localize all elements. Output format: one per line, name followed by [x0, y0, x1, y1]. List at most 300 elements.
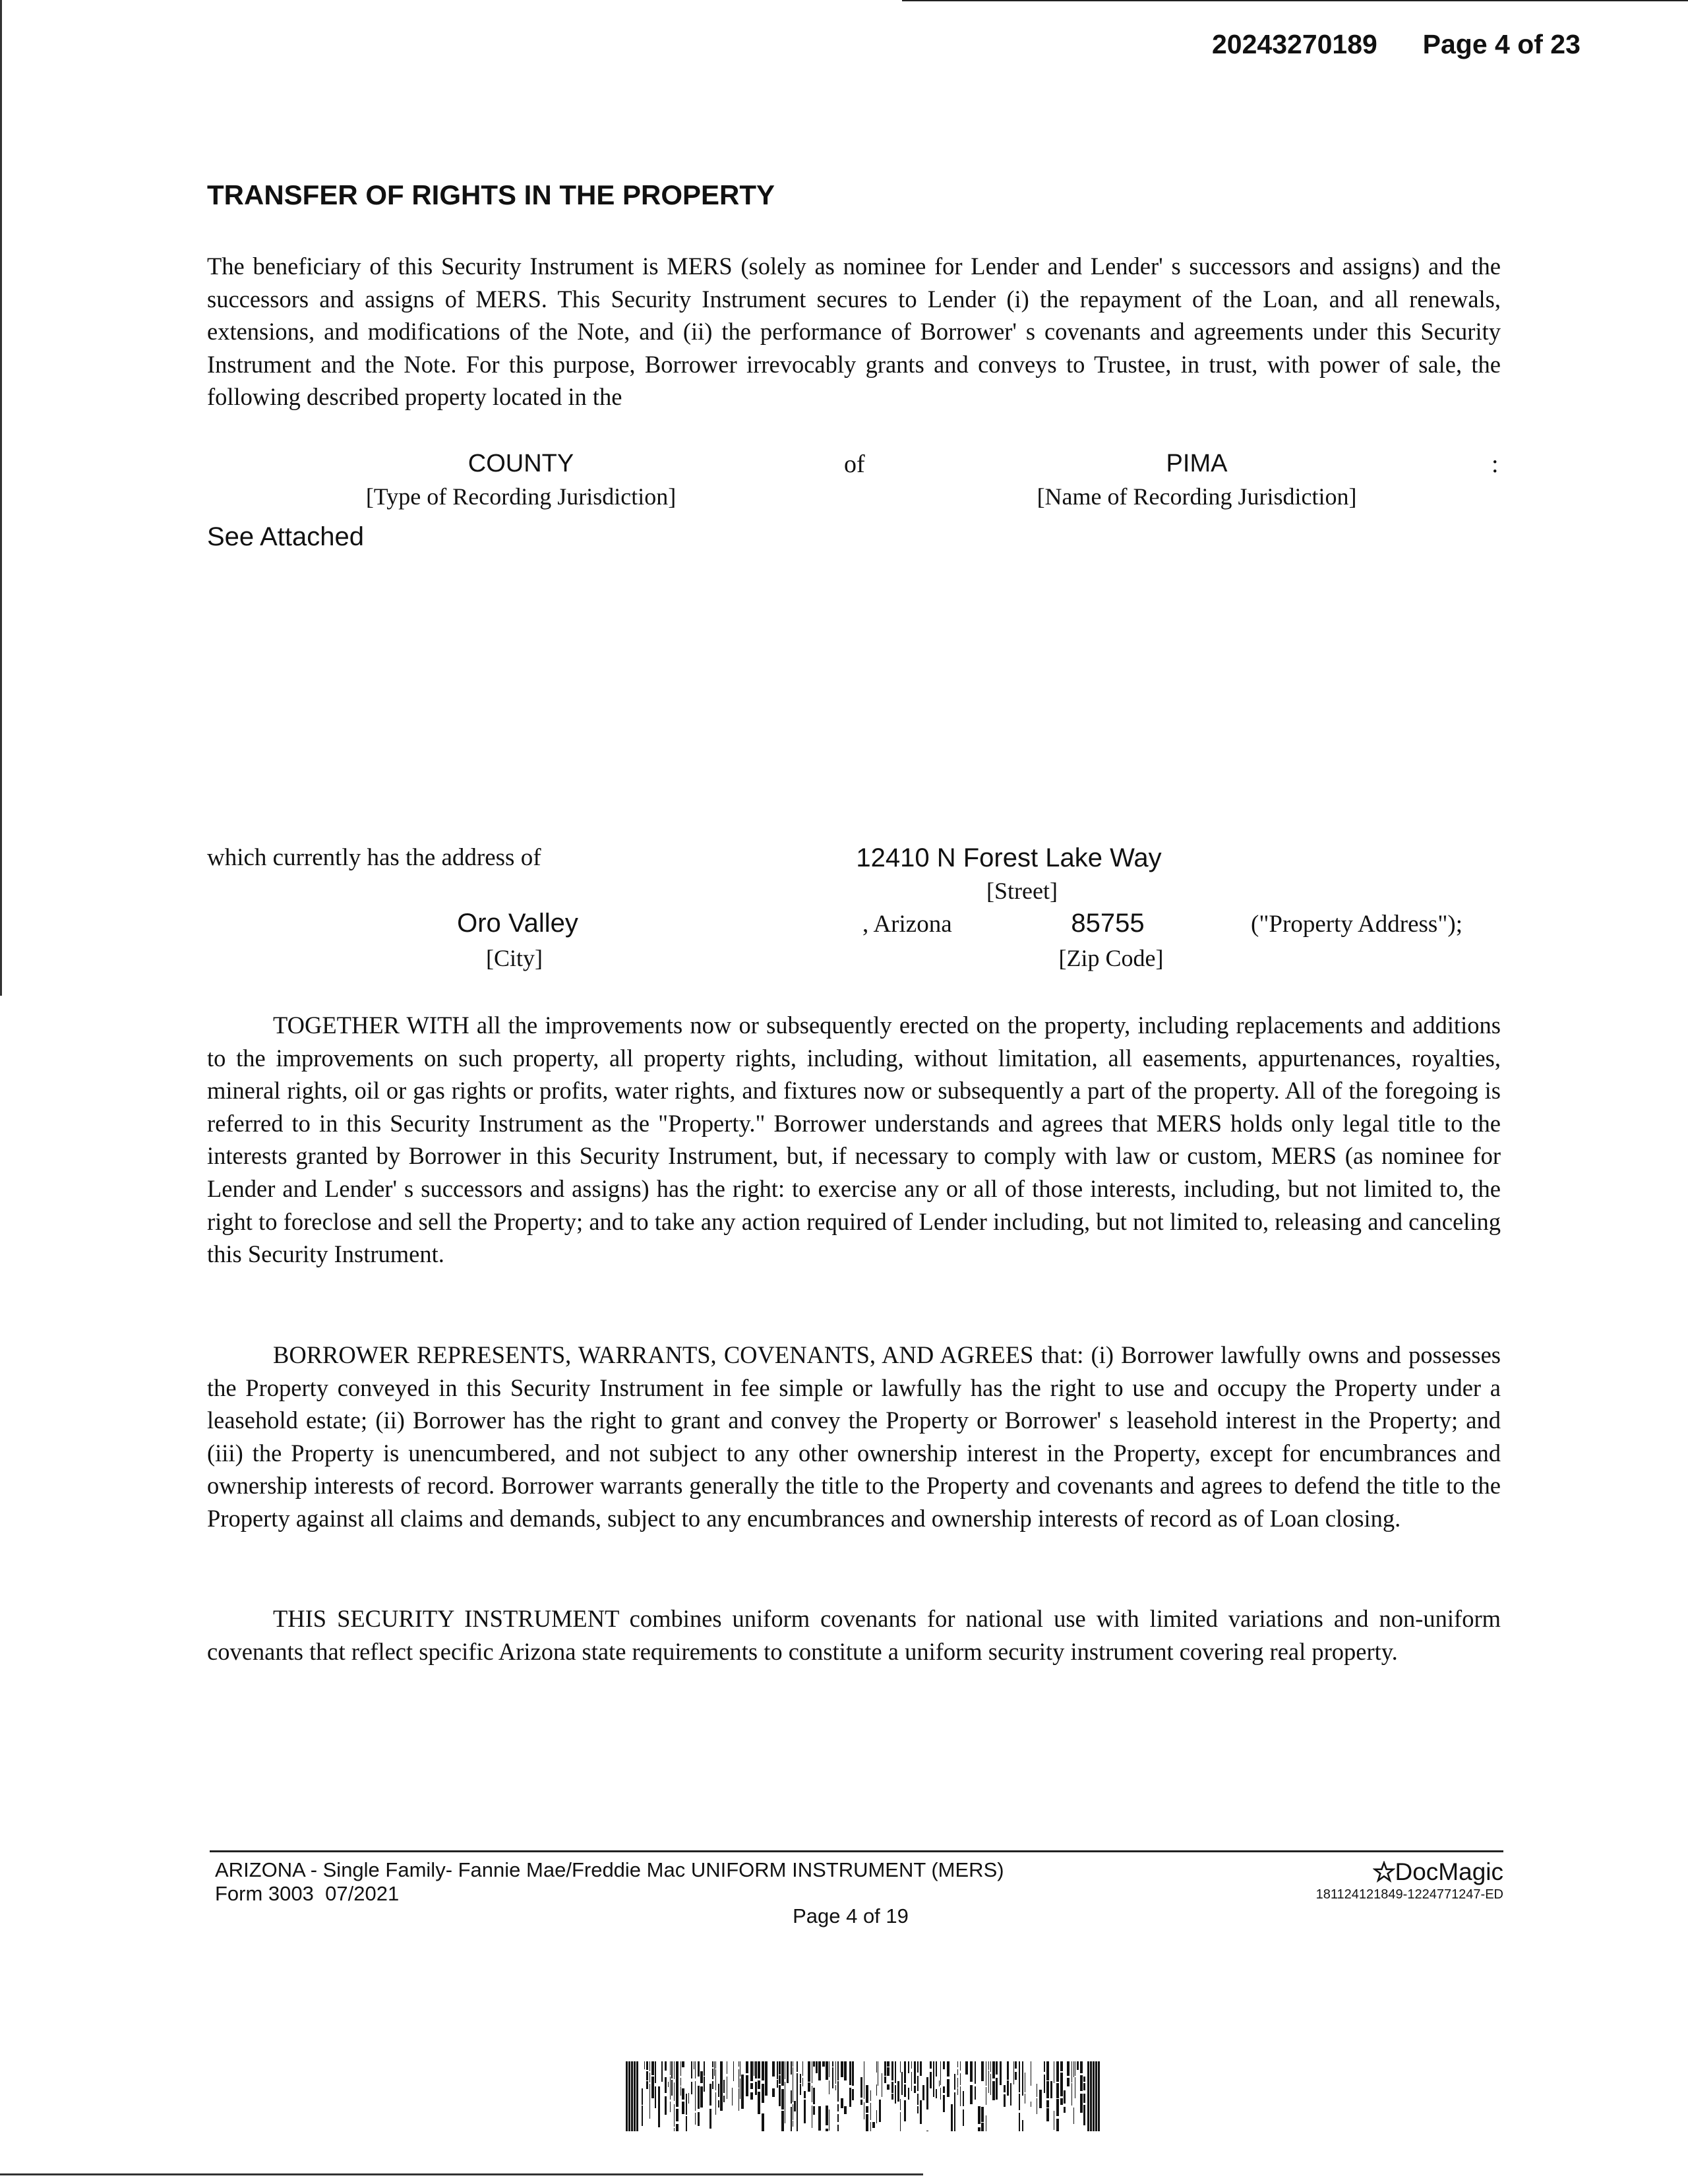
barcode-bar	[992, 2081, 995, 2100]
form-title: ARIZONA - Single Family- Fannie Mae/Freddie Mac UNIFORM INSTRUMENT (MERS)	[215, 1858, 1004, 1881]
barcode-bar	[1093, 2061, 1095, 2131]
barcode-bar	[884, 2061, 886, 2076]
barcode-bar	[1022, 2120, 1023, 2131]
barcode-bar	[866, 2085, 868, 2103]
barcode-bar	[904, 2071, 906, 2083]
barcode-bar	[777, 2061, 778, 2079]
barcode-bar	[870, 2103, 871, 2120]
barcode-bar	[897, 2081, 899, 2102]
barcode-bar	[758, 2080, 760, 2089]
barcode-bar	[636, 2061, 638, 2131]
barcode-bar	[714, 2061, 715, 2076]
barcode-bar	[651, 2077, 654, 2098]
barcode-bar	[900, 2099, 901, 2110]
barcode-bar	[695, 2061, 696, 2078]
barcode-bar	[813, 2061, 815, 2067]
barcode-bar	[787, 2061, 789, 2083]
section-heading: TRANSFER OF RIGHTS IN THE PROPERTY	[207, 179, 775, 210]
barcode-bar	[649, 2113, 650, 2119]
barcode-bar	[642, 2106, 643, 2126]
barcode-bar	[914, 2061, 916, 2073]
scan-edge-bottom	[0, 2173, 923, 2175]
barcode-bar	[720, 2084, 723, 2097]
barcode-bar	[981, 2061, 984, 2081]
barcode-bar	[1000, 2061, 1002, 2085]
barcode-bar	[908, 2088, 909, 2100]
barcode-bar	[965, 2061, 968, 2075]
barcode-bar	[837, 2081, 839, 2102]
barcode-bar	[649, 2061, 650, 2071]
property-address-label: ("Property Address");	[1251, 911, 1463, 938]
barcode-bar	[797, 2061, 798, 2072]
doc-id: 181124121849-1224771247-ED	[1315, 1887, 1503, 1902]
barcode-bar	[818, 2106, 821, 2131]
barcode-bar	[933, 2061, 934, 2067]
barcode-bar	[988, 2061, 989, 2070]
barcode-bar	[644, 2061, 645, 2069]
barcode-bar	[720, 2061, 723, 2071]
jurisdiction-colon: :	[1492, 450, 1499, 478]
barcode-bar	[634, 2061, 636, 2131]
barcode-bar	[661, 2061, 663, 2082]
barcode-bar	[1056, 2061, 1059, 2082]
barcode-bar	[1015, 2072, 1017, 2080]
barcode-bar	[665, 2061, 667, 2071]
barcode-bar	[1044, 2061, 1045, 2072]
barcode-bar	[1060, 2098, 1063, 2105]
barcode-bar	[837, 2104, 839, 2111]
barcode-bar	[922, 2085, 924, 2100]
barcode-bar	[876, 2061, 877, 2073]
barcode-bar	[957, 2069, 958, 2075]
barcode-bar	[746, 2061, 748, 2073]
barcode-bar	[804, 2100, 806, 2123]
barcode-bar	[1060, 2073, 1063, 2096]
barcode-bar	[1013, 2076, 1014, 2084]
barcode-bar	[816, 2061, 818, 2073]
barcode-bar	[1004, 2085, 1006, 2092]
barcode-bar	[930, 2072, 932, 2088]
barcode-bar	[772, 2088, 775, 2097]
city-value: Oro Valley	[457, 909, 578, 938]
barcode-bar	[676, 2082, 678, 2107]
barcode-bar	[712, 2061, 713, 2067]
barcode-bar	[943, 2061, 945, 2069]
barcode-bar	[933, 2088, 934, 2097]
barcode-bar	[849, 2061, 851, 2085]
legal-description: See Attached	[207, 522, 364, 551]
jurisdiction-name-caption: [Name of Recording Jurisdiction]	[1037, 483, 1357, 510]
barcode-bar	[682, 2088, 684, 2100]
barcode-bar	[800, 2074, 801, 2083]
barcode-bar	[891, 2082, 893, 2093]
barcode-bar	[887, 2084, 889, 2090]
barcode-bar	[671, 2061, 673, 2078]
barcode-bar	[826, 2061, 828, 2080]
barcode-bar	[695, 2092, 696, 2111]
barcode-bar	[1095, 2061, 1097, 2131]
barcode-bar	[996, 2078, 998, 2100]
barcode-bar	[943, 2086, 945, 2093]
barcode-bar	[849, 2088, 851, 2107]
barcode-bar	[920, 2061, 922, 2076]
barcode-bar	[895, 2061, 896, 2083]
intro-paragraph	[207, 250, 1501, 413]
barcode-bar	[791, 2061, 792, 2075]
barcode-bar	[947, 2061, 950, 2077]
barcode-bar	[700, 2086, 703, 2108]
footer-rule	[210, 1850, 1503, 1852]
barcode-bar	[904, 2084, 906, 2097]
barcode-bar	[1019, 2094, 1020, 2110]
barcode-bar	[746, 2075, 748, 2096]
barcode-bar	[1013, 2061, 1014, 2076]
recording-header	[1212, 29, 1601, 60]
barcode-bar	[797, 2098, 798, 2117]
jurisdiction-of-word: of	[844, 450, 865, 478]
barcode-bar	[779, 2075, 781, 2084]
barcode-bar	[939, 2080, 940, 2086]
barcode-bar	[940, 2088, 941, 2100]
barcode-bar	[670, 2061, 671, 2075]
barcode-bar	[665, 2077, 667, 2093]
barcode-bar	[723, 2096, 725, 2102]
barcode-bar	[957, 2078, 958, 2088]
barcode-bar	[680, 2061, 681, 2076]
street-caption: [Street]	[986, 878, 1058, 904]
barcode-bar	[791, 2127, 792, 2131]
barcode-bar	[1073, 2108, 1074, 2119]
barcode-bar	[1080, 2061, 1083, 2073]
borrower-represents-paragraph	[207, 1339, 1501, 1535]
barcode-bar	[765, 2079, 768, 2088]
barcode-bar	[779, 2085, 781, 2106]
barcode-bar	[895, 2085, 896, 2104]
barcode-bar	[762, 2113, 764, 2131]
barcode-bar	[891, 2094, 893, 2100]
barcode-bar	[1044, 2075, 1045, 2093]
barcode-bar	[960, 2061, 961, 2071]
barcode-bar	[715, 2061, 716, 2069]
jurisdiction-name-value: PIMA	[1166, 450, 1228, 477]
barcode-bar	[1064, 2090, 1066, 2104]
barcode-bar	[1022, 2061, 1023, 2082]
barcode-bar	[1050, 2081, 1052, 2098]
barcode-bar	[1083, 2077, 1085, 2082]
barcode-bar	[926, 2094, 928, 2109]
barcode-bar	[700, 2071, 703, 2083]
barcode-bar	[758, 2061, 760, 2071]
barcode-bar	[797, 2073, 798, 2098]
scan-edge-top	[902, 0, 1688, 1]
barcode-bar	[682, 2061, 684, 2067]
barcode-bar	[900, 2061, 901, 2073]
barcode-bar	[988, 2071, 989, 2093]
barcode-bar	[876, 2084, 877, 2096]
barcode-bar	[781, 2061, 784, 2086]
zip-value: 85755	[1071, 909, 1145, 938]
barcode-bar	[665, 2104, 667, 2115]
barcode-bar	[1056, 2083, 1059, 2098]
barcode-bar	[1077, 2061, 1079, 2070]
barcode-bar	[1060, 2061, 1063, 2071]
together-with-text: TOGETHER WITH all the improvements now or subsequently erected on the property, including replacements and additions to the improvements on such property, all property rights, including, without limitation, all easements, appurtenances, royalties, mineral rights, oil or gas rights or profits, water rights, and fixtures now or subsequently a part of the property. All of the foregoing is referred to in this Security Instrument as the "Property." Borrower understands and agrees that MERS holds only legal title to the interests granted by Borrower in this Security Instrument, but, if necessary to comply with law or custom, MERS (as nominee for Lender and Lender' s successors and assigns) has the right: to exercise any or all of those interests, including, but not limited to, the right to foreclose and sell the Property; and to take any action required of Lender including, but not limited to, releasing and canceling this Security Instrument.	[207, 1012, 1501, 1268]
jurisdiction-type-value: COUNTY	[467, 450, 574, 477]
barcode-bar	[1073, 2061, 1074, 2077]
barcode-bar	[686, 2116, 687, 2131]
barcode-bar	[990, 2061, 991, 2072]
barcode-bar	[1046, 2100, 1049, 2108]
barcode-bar	[750, 2092, 753, 2100]
barcode-bar	[680, 2086, 681, 2096]
barcode-bar	[992, 2061, 995, 2078]
barcode-bar	[951, 2104, 953, 2125]
barcode-bar	[841, 2098, 843, 2108]
barcode-bar	[709, 2109, 711, 2129]
barcode-bar	[1046, 2081, 1049, 2090]
barcode-bar	[870, 2122, 871, 2131]
barcode-bar	[646, 2081, 648, 2089]
barcode-bar	[750, 2061, 753, 2081]
zip-caption: [Zip Code]	[1058, 945, 1164, 971]
barcode-bar	[963, 2091, 964, 2106]
barcode-bar	[676, 2124, 678, 2131]
barcode-bar	[686, 2109, 687, 2115]
barcode-bar	[1022, 2082, 1023, 2096]
barcode-bar	[954, 2092, 955, 2117]
barcode-bar	[832, 2061, 833, 2067]
barcode-bar	[762, 2061, 764, 2080]
barcode-bar	[1090, 2061, 1092, 2131]
barcode-bar	[990, 2074, 991, 2095]
barcode-bar	[951, 2125, 953, 2131]
street-value: 12410 N Forest Lake Way	[856, 843, 1162, 872]
barcode-bar	[835, 2085, 836, 2090]
barcode-bar	[765, 2088, 768, 2096]
barcode-bar	[879, 2100, 881, 2122]
barcode-bar	[957, 2061, 958, 2067]
barcode-bar	[642, 2088, 643, 2105]
barcode-bar	[908, 2061, 909, 2073]
barcode-bar	[866, 2106, 868, 2113]
barcode-bar	[936, 2061, 937, 2077]
barcode-bar	[835, 2061, 836, 2084]
barcode-bar	[674, 2061, 675, 2079]
barcode-bar	[698, 2086, 700, 2109]
barcode-bar	[866, 2114, 868, 2131]
barcode-bar	[904, 2100, 906, 2121]
barcode-bar	[758, 2092, 760, 2114]
barcode-bar	[658, 2103, 660, 2127]
together-with-paragraph	[207, 1009, 1501, 1271]
barcode-bar	[1056, 2099, 1059, 2116]
barcode-bar	[852, 2061, 854, 2086]
barcode-bar	[841, 2061, 843, 2077]
barcode-bar	[900, 2112, 901, 2131]
scan-edge-left	[0, 0, 2, 996]
barcode-bar	[975, 2086, 976, 2100]
barcode-bar	[791, 2107, 792, 2127]
barcode-bar	[665, 2096, 667, 2104]
barcode-bar	[655, 2086, 656, 2108]
barcode-bar	[738, 2088, 739, 2111]
barcode-bar	[1019, 2061, 1020, 2076]
barcode-bar	[668, 2082, 669, 2087]
barcode-bar	[1080, 2094, 1083, 2113]
barcode-bar	[655, 2061, 656, 2083]
barcode-bar	[733, 2061, 734, 2081]
header-page-label: Page 4 of 23	[1422, 29, 1581, 59]
barcode-bar	[674, 2082, 675, 2101]
barcode-bar	[1083, 2083, 1085, 2090]
barcode-bar	[1071, 2061, 1072, 2082]
barcode-bar	[957, 2088, 958, 2095]
barcode-bar	[741, 2075, 744, 2098]
barcode-bar	[960, 2073, 961, 2085]
barcode-bar	[698, 2061, 700, 2077]
barcode-bar	[891, 2061, 893, 2080]
barcode-bar	[1098, 2061, 1100, 2131]
barcode-bar	[926, 2077, 928, 2094]
barcode-bar	[1071, 2083, 1072, 2106]
barcode-bar	[975, 2061, 976, 2084]
barcode-bar	[981, 2107, 984, 2122]
document-number: 20243270189	[1212, 29, 1377, 59]
barcode-bar	[901, 2072, 903, 2095]
barcode-bar	[860, 2100, 862, 2105]
barcode-bar	[741, 2098, 744, 2109]
barcode-bar	[781, 2089, 784, 2098]
barcode-bar	[718, 2084, 719, 2097]
barcode-bar	[914, 2073, 916, 2084]
barcode-bar	[755, 2082, 757, 2095]
barcode-bar	[676, 2109, 678, 2121]
barcode-bar	[911, 2072, 912, 2091]
barcode-bar	[628, 2061, 630, 2131]
barcode-bar	[1067, 2078, 1070, 2086]
barcode-bar	[698, 2112, 700, 2126]
barcode-bar	[940, 2061, 941, 2085]
barcode-bar	[1073, 2119, 1074, 2124]
barcode-bar	[920, 2100, 922, 2124]
barcode-bar	[917, 2094, 919, 2105]
barcode-bar	[911, 2061, 912, 2069]
barcode-bar	[631, 2061, 633, 2131]
barcode-bar	[914, 2086, 916, 2093]
barcode-bar	[1080, 2075, 1083, 2091]
barcode-bar	[658, 2086, 660, 2103]
footer-page-label: Page 4 of 19	[793, 1904, 909, 1927]
barcode-bar	[802, 2078, 803, 2086]
barcode-bar	[1046, 2061, 1049, 2080]
barcode-bar	[870, 2090, 871, 2101]
barcode-bar	[674, 2128, 675, 2131]
barcode-bar	[837, 2061, 839, 2080]
barcode-bar	[1007, 2061, 1009, 2080]
barcode-bar	[981, 2123, 984, 2131]
barcode-bar	[1046, 2108, 1049, 2121]
barcode-bar	[680, 2078, 681, 2086]
barcode-bar	[917, 2076, 919, 2091]
barcode-bar	[738, 2061, 739, 2067]
this-security-instrument-text: THIS SECURITY INSTRUMENT combines uniform covenants for national use with limited variations and non-uniform covenants that reflect specific Arizona state requirements to constitute a uniform security instrument covering real property.	[207, 1605, 1501, 1665]
barcode-bar	[832, 2067, 833, 2088]
barcode-bar	[686, 2094, 687, 2109]
address-lead-in: which currently has the address of	[207, 844, 541, 871]
barcode-bar	[670, 2077, 671, 2100]
barcode-bar	[808, 2061, 810, 2082]
barcode-bar	[1087, 2061, 1089, 2131]
barcode-bar	[887, 2061, 889, 2067]
barcode-bar	[794, 2101, 796, 2111]
barcode-bar	[978, 2106, 980, 2124]
barcode-bar	[738, 2069, 739, 2088]
barcode-bar	[691, 2061, 692, 2078]
barcode-bar	[887, 2067, 889, 2076]
barcode-bar	[904, 2061, 906, 2071]
barcode-bar	[872, 2122, 875, 2128]
barcode-bar	[917, 2061, 919, 2073]
intro-text: The beneficiary of this Security Instrument is MERS (solely as nominee for Lender and Lender' s successors and assigns) and the successors and assigns of MERS. This Security Instrument secures to Lender (i) the repayment of the Loan, and all renewals, extensions, and modifications of the Note, and (ii) the performance of Borrower' s covenants and agreements under this Security Instrument and the Note. For this purpose, Borrower irrevocably grants and conveys to Trustee, in trust, with power of sale, the following described property located in the	[207, 253, 1501, 411]
barcode-bar	[732, 2088, 733, 2106]
barcode-bar	[755, 2061, 757, 2078]
barcode-bar	[960, 2086, 961, 2106]
barcode-bar	[1039, 2090, 1042, 2108]
barcode-bar	[1010, 2083, 1011, 2106]
city-caption: [City]	[486, 945, 543, 971]
barcode-bar	[670, 2102, 671, 2112]
barcode-bar	[844, 2061, 847, 2080]
barcode-bar	[709, 2084, 711, 2106]
barcode-bar	[797, 2117, 798, 2131]
barcode-bar	[978, 2127, 980, 2131]
barcode-bar	[813, 2106, 815, 2115]
barcode-bar	[781, 2098, 784, 2109]
barcode-bar	[791, 2090, 792, 2104]
barcode-bar	[750, 2083, 753, 2089]
barcode-bar	[826, 2106, 828, 2125]
barcode-bar	[695, 2113, 696, 2125]
barcode-bar	[712, 2069, 713, 2079]
barcode-bar	[876, 2110, 877, 2123]
barcode-bar	[715, 2092, 716, 2115]
state-text: , Arizona	[862, 911, 952, 938]
barcode-bar	[626, 2061, 628, 2131]
barcode-bar	[860, 2077, 862, 2098]
barcode-bar	[947, 2079, 950, 2097]
barcode-bar	[671, 2080, 673, 2096]
barcode-bar	[844, 2106, 847, 2114]
barcode-bar	[917, 2106, 919, 2113]
barcode-bar	[930, 2061, 932, 2069]
barcode-bar	[762, 2084, 764, 2103]
barcode-bar	[676, 2061, 678, 2082]
docmagic-brand	[1358, 1858, 1503, 1886]
barcode-bar	[649, 2073, 650, 2082]
barcode-bar	[723, 2080, 725, 2093]
barcode-bar	[695, 2081, 696, 2092]
barcode-bar	[1046, 2090, 1049, 2098]
barcode-bar	[1056, 2119, 1059, 2131]
barcode-bar	[963, 2109, 964, 2126]
barcode-bar	[802, 2061, 803, 2076]
barcode-bar	[765, 2061, 768, 2079]
barcode-icon	[626, 2061, 1100, 2131]
brand-name: DocMagic	[1395, 1858, 1503, 1885]
barcode-bar	[1015, 2061, 1017, 2069]
barcode-bar	[1083, 2094, 1085, 2103]
barcode-bar	[1067, 2061, 1070, 2076]
